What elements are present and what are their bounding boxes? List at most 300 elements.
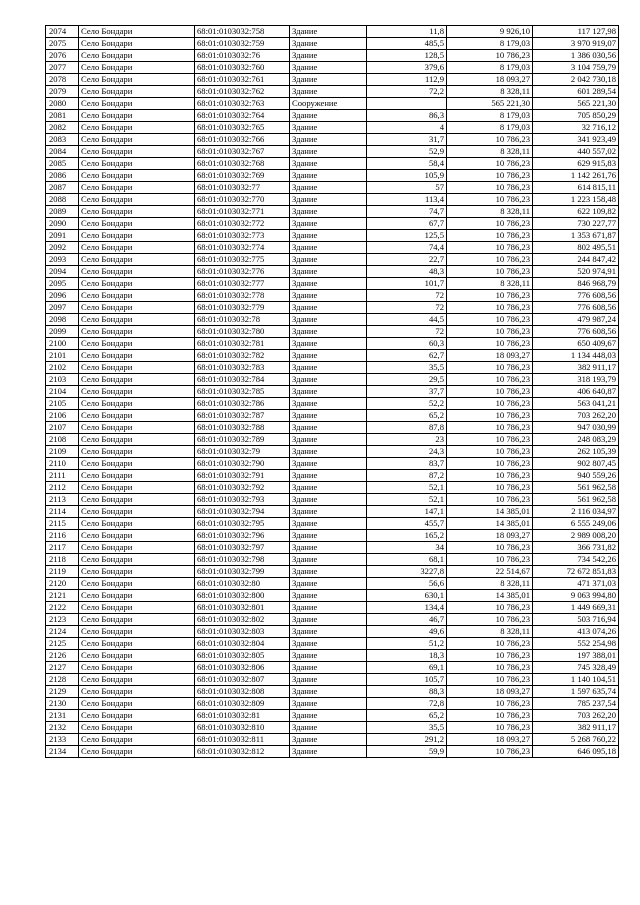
row-number: 2079 bbox=[46, 86, 79, 98]
cadastral-number-cell: 68:01:0103032:799 bbox=[195, 566, 290, 578]
object-type-cell: Здание bbox=[290, 86, 367, 98]
table-row bbox=[46, 650, 619, 662]
locality-cell: Село Бондари bbox=[79, 494, 195, 506]
row-number: 2103 bbox=[46, 374, 79, 386]
area-cell: 22,7 bbox=[367, 254, 447, 266]
cadastral-value-cell: 565 221,30 bbox=[533, 98, 619, 110]
area-cell: 68,1 bbox=[367, 554, 447, 566]
cadastral-number-cell: 68:01:0103032:81 bbox=[195, 710, 290, 722]
cadastral-number-cell: 68:01:0103032:795 bbox=[195, 518, 290, 530]
row-number: 2076 bbox=[46, 50, 79, 62]
table-row bbox=[46, 614, 619, 626]
unit-price-cell: 10 786,23 bbox=[447, 638, 533, 650]
unit-price-cell: 18 093,27 bbox=[447, 734, 533, 746]
table-row bbox=[46, 170, 619, 182]
cadastral-value-cell: 32 716,12 bbox=[533, 122, 619, 134]
table-row bbox=[46, 302, 619, 314]
object-type-cell: Здание bbox=[290, 482, 367, 494]
row-number: 2117 bbox=[46, 542, 79, 554]
row-number: 2092 bbox=[46, 242, 79, 254]
unit-price-cell: 10 786,23 bbox=[447, 722, 533, 734]
object-type-cell: Здание bbox=[290, 578, 367, 590]
table-row bbox=[46, 518, 619, 530]
cadastral-number-cell: 68:01:0103032:774 bbox=[195, 242, 290, 254]
row-number: 2112 bbox=[46, 482, 79, 494]
table-row bbox=[46, 266, 619, 278]
cadastral-value-cell: 646 095,18 bbox=[533, 746, 619, 758]
area-cell: 34 bbox=[367, 542, 447, 554]
unit-price-cell: 10 786,23 bbox=[447, 386, 533, 398]
table-row bbox=[46, 470, 619, 482]
cadastral-number-cell: 68:01:0103032:80 bbox=[195, 578, 290, 590]
cadastral-value-cell: 1 386 030,56 bbox=[533, 50, 619, 62]
cadastral-number-cell: 68:01:0103032:792 bbox=[195, 482, 290, 494]
object-type-cell: Здание bbox=[290, 50, 367, 62]
locality-cell: Село Бондари bbox=[79, 74, 195, 86]
cadastral-number-cell: 68:01:0103032:802 bbox=[195, 614, 290, 626]
locality-cell: Село Бондари bbox=[79, 638, 195, 650]
table-row bbox=[46, 182, 619, 194]
cadastral-number-cell: 68:01:0103032:811 bbox=[195, 734, 290, 746]
object-type-cell: Здание bbox=[290, 254, 367, 266]
row-number: 2110 bbox=[46, 458, 79, 470]
locality-cell: Село Бондари bbox=[79, 170, 195, 182]
area-cell: 83,7 bbox=[367, 458, 447, 470]
row-number: 2130 bbox=[46, 698, 79, 710]
unit-price-cell: 8 328,11 bbox=[447, 626, 533, 638]
cadastral-number-cell: 68:01:0103032:796 bbox=[195, 530, 290, 542]
locality-cell: Село Бондари bbox=[79, 458, 195, 470]
area-cell: 18,3 bbox=[367, 650, 447, 662]
unit-price-cell: 10 786,23 bbox=[447, 446, 533, 458]
table-row bbox=[46, 458, 619, 470]
row-number: 2129 bbox=[46, 686, 79, 698]
cadastral-value-cell: 601 289,54 bbox=[533, 86, 619, 98]
cadastral-value-cell: 1 597 635,74 bbox=[533, 686, 619, 698]
unit-price-cell: 10 786,23 bbox=[447, 230, 533, 242]
unit-price-cell: 10 786,23 bbox=[447, 338, 533, 350]
table-row bbox=[46, 278, 619, 290]
area-cell: 69,1 bbox=[367, 662, 447, 674]
object-type-cell: Здание bbox=[290, 302, 367, 314]
table-row bbox=[46, 158, 619, 170]
locality-cell: Село Бондари bbox=[79, 98, 195, 110]
cadastral-number-cell: 68:01:0103032:760 bbox=[195, 62, 290, 74]
locality-cell: Село Бондари bbox=[79, 674, 195, 686]
row-number: 2086 bbox=[46, 170, 79, 182]
object-type-cell: Здание bbox=[290, 434, 367, 446]
area-cell: 51,2 bbox=[367, 638, 447, 650]
row-number: 2091 bbox=[46, 230, 79, 242]
object-type-cell: Здание bbox=[290, 266, 367, 278]
cadastral-number-cell: 68:01:0103032:771 bbox=[195, 206, 290, 218]
unit-price-cell: 10 786,23 bbox=[447, 398, 533, 410]
row-number: 2093 bbox=[46, 254, 79, 266]
unit-price-cell: 10 786,23 bbox=[447, 458, 533, 470]
unit-price-cell: 18 093,27 bbox=[447, 74, 533, 86]
cadastral-value-cell: 902 807,45 bbox=[533, 458, 619, 470]
locality-cell: Село Бондари bbox=[79, 302, 195, 314]
row-number: 2128 bbox=[46, 674, 79, 686]
locality-cell: Село Бондари bbox=[79, 110, 195, 122]
cadastral-value-cell: 1 223 158,48 bbox=[533, 194, 619, 206]
row-number: 2121 bbox=[46, 590, 79, 602]
unit-price-cell: 10 786,23 bbox=[447, 494, 533, 506]
object-type-cell: Здание bbox=[290, 314, 367, 326]
unit-price-cell: 10 786,23 bbox=[447, 362, 533, 374]
unit-price-cell: 10 786,23 bbox=[447, 374, 533, 386]
cadastral-value-cell: 1 449 669,31 bbox=[533, 602, 619, 614]
row-number: 2084 bbox=[46, 146, 79, 158]
table-row bbox=[46, 530, 619, 542]
cadastral-number-cell: 68:01:0103032:775 bbox=[195, 254, 290, 266]
locality-cell: Село Бондари bbox=[79, 446, 195, 458]
locality-cell: Село Бондари bbox=[79, 194, 195, 206]
locality-cell: Село Бондари bbox=[79, 350, 195, 362]
cadastral-number-cell: 68:01:0103032:782 bbox=[195, 350, 290, 362]
row-number: 2075 bbox=[46, 38, 79, 50]
row-number: 2080 bbox=[46, 98, 79, 110]
table-row bbox=[46, 86, 619, 98]
locality-cell: Село Бондари bbox=[79, 506, 195, 518]
cadastral-table bbox=[45, 25, 619, 758]
locality-cell: Село Бондари bbox=[79, 62, 195, 74]
row-number: 2116 bbox=[46, 530, 79, 542]
row-number: 2087 bbox=[46, 182, 79, 194]
cadastral-value-cell: 3 970 919,07 bbox=[533, 38, 619, 50]
locality-cell: Село Бондари bbox=[79, 626, 195, 638]
unit-price-cell: 10 786,23 bbox=[447, 662, 533, 674]
area-cell: 31,7 bbox=[367, 134, 447, 146]
row-number: 2083 bbox=[46, 134, 79, 146]
object-type-cell: Здание bbox=[290, 374, 367, 386]
cadastral-value-cell: 802 495,51 bbox=[533, 242, 619, 254]
row-number: 2131 bbox=[46, 710, 79, 722]
object-type-cell: Здание bbox=[290, 74, 367, 86]
table-row bbox=[46, 26, 619, 38]
row-number: 2100 bbox=[46, 338, 79, 350]
object-type-cell: Здание bbox=[290, 506, 367, 518]
cadastral-value-cell: 382 911,17 bbox=[533, 722, 619, 734]
unit-price-cell: 18 093,27 bbox=[447, 686, 533, 698]
cadastral-value-cell: 561 962,58 bbox=[533, 494, 619, 506]
row-number: 2124 bbox=[46, 626, 79, 638]
cadastral-value-cell: 248 083,29 bbox=[533, 434, 619, 446]
cadastral-value-cell: 650 409,67 bbox=[533, 338, 619, 350]
locality-cell: Село Бондари bbox=[79, 518, 195, 530]
cadastral-value-cell: 9 063 994,80 bbox=[533, 590, 619, 602]
cadastral-number-cell: 68:01:0103032:794 bbox=[195, 506, 290, 518]
unit-price-cell: 22 514,67 bbox=[447, 566, 533, 578]
area-cell: 87,8 bbox=[367, 422, 447, 434]
locality-cell: Село Бондари bbox=[79, 602, 195, 614]
row-number: 2114 bbox=[46, 506, 79, 518]
cadastral-value-cell: 730 227,77 bbox=[533, 218, 619, 230]
locality-cell: Село Бондари bbox=[79, 710, 195, 722]
cadastral-number-cell: 68:01:0103032:783 bbox=[195, 362, 290, 374]
unit-price-cell: 10 786,23 bbox=[447, 182, 533, 194]
cadastral-number-cell: 68:01:0103032:777 bbox=[195, 278, 290, 290]
table-row bbox=[46, 350, 619, 362]
cadastral-value-cell: 3 104 759,79 bbox=[533, 62, 619, 74]
locality-cell: Село Бондари bbox=[79, 566, 195, 578]
area-cell: 112,9 bbox=[367, 74, 447, 86]
table-row bbox=[46, 434, 619, 446]
cadastral-number-cell: 68:01:0103032:770 bbox=[195, 194, 290, 206]
table-row bbox=[46, 626, 619, 638]
object-type-cell: Здание bbox=[290, 62, 367, 74]
area-cell: 52,1 bbox=[367, 482, 447, 494]
table-row bbox=[46, 446, 619, 458]
object-type-cell: Здание bbox=[290, 698, 367, 710]
row-number: 2101 bbox=[46, 350, 79, 362]
unit-price-cell: 10 786,23 bbox=[447, 314, 533, 326]
area-cell: 35,5 bbox=[367, 362, 447, 374]
cadastral-number-cell: 68:01:0103032:764 bbox=[195, 110, 290, 122]
unit-price-cell: 10 786,23 bbox=[447, 266, 533, 278]
object-type-cell: Здание bbox=[290, 710, 367, 722]
unit-price-cell: 9 926,10 bbox=[447, 26, 533, 38]
unit-price-cell: 10 786,23 bbox=[447, 650, 533, 662]
object-type-cell: Здание bbox=[290, 518, 367, 530]
locality-cell: Село Бондари bbox=[79, 482, 195, 494]
object-type-cell: Здание bbox=[290, 638, 367, 650]
row-number: 2105 bbox=[46, 398, 79, 410]
table-row bbox=[46, 38, 619, 50]
area-cell: 113,4 bbox=[367, 194, 447, 206]
unit-price-cell: 10 786,23 bbox=[447, 254, 533, 266]
locality-cell: Село Бондари bbox=[79, 470, 195, 482]
cadastral-value-cell: 440 557,02 bbox=[533, 146, 619, 158]
cadastral-value-cell: 2 042 730,18 bbox=[533, 74, 619, 86]
unit-price-cell: 14 385,01 bbox=[447, 590, 533, 602]
object-type-cell: Здание bbox=[290, 470, 367, 482]
table-row bbox=[46, 230, 619, 242]
cadastral-number-cell: 68:01:0103032:766 bbox=[195, 134, 290, 146]
cadastral-number-cell: 68:01:0103032:784 bbox=[195, 374, 290, 386]
unit-price-cell: 10 786,23 bbox=[447, 410, 533, 422]
area-cell: 60,3 bbox=[367, 338, 447, 350]
object-type-cell: Здание bbox=[290, 158, 367, 170]
object-type-cell: Здание bbox=[290, 686, 367, 698]
area-cell: 630,1 bbox=[367, 590, 447, 602]
table-row bbox=[46, 194, 619, 206]
cadastral-value-cell: 1 134 448,03 bbox=[533, 350, 619, 362]
object-type-cell: Здание bbox=[290, 242, 367, 254]
area-cell: 101,7 bbox=[367, 278, 447, 290]
cadastral-value-cell: 6 555 249,06 bbox=[533, 518, 619, 530]
object-type-cell: Здание bbox=[290, 290, 367, 302]
cadastral-number-cell: 68:01:0103032:786 bbox=[195, 398, 290, 410]
cadastral-number-cell: 68:01:0103032:776 bbox=[195, 266, 290, 278]
object-type-cell: Здание bbox=[290, 650, 367, 662]
locality-cell: Село Бондари bbox=[79, 146, 195, 158]
unit-price-cell: 10 786,23 bbox=[447, 50, 533, 62]
cadastral-value-cell: 745 328,49 bbox=[533, 662, 619, 674]
cadastral-number-cell: 68:01:0103032:772 bbox=[195, 218, 290, 230]
table-row bbox=[46, 506, 619, 518]
table-row bbox=[46, 662, 619, 674]
cadastral-value-cell: 846 968,79 bbox=[533, 278, 619, 290]
object-type-cell: Здание bbox=[290, 230, 367, 242]
locality-cell: Село Бондари bbox=[79, 122, 195, 134]
locality-cell: Село Бондари bbox=[79, 266, 195, 278]
locality-cell: Село Бондари bbox=[79, 26, 195, 38]
table-row bbox=[46, 590, 619, 602]
object-type-cell: Здание bbox=[290, 746, 367, 758]
area-cell: 52,1 bbox=[367, 494, 447, 506]
row-number: 2118 bbox=[46, 554, 79, 566]
object-type-cell: Здание bbox=[290, 326, 367, 338]
row-number: 2074 bbox=[46, 26, 79, 38]
table-row bbox=[46, 698, 619, 710]
unit-price-cell: 8 328,11 bbox=[447, 146, 533, 158]
row-number: 2098 bbox=[46, 314, 79, 326]
row-number: 2090 bbox=[46, 218, 79, 230]
row-number: 2108 bbox=[46, 434, 79, 446]
object-type-cell: Здание bbox=[290, 590, 367, 602]
row-number: 2109 bbox=[46, 446, 79, 458]
cadastral-number-cell: 68:01:0103032:78 bbox=[195, 314, 290, 326]
table-row bbox=[46, 362, 619, 374]
table-row bbox=[46, 734, 619, 746]
row-number: 2132 bbox=[46, 722, 79, 734]
cadastral-number-cell: 68:01:0103032:807 bbox=[195, 674, 290, 686]
locality-cell: Село Бондари bbox=[79, 542, 195, 554]
area-cell: 56,6 bbox=[367, 578, 447, 590]
cadastral-number-cell: 68:01:0103032:791 bbox=[195, 470, 290, 482]
unit-price-cell: 10 786,23 bbox=[447, 746, 533, 758]
cadastral-number-cell: 68:01:0103032:79 bbox=[195, 446, 290, 458]
locality-cell: Село Бондари bbox=[79, 686, 195, 698]
area-cell: 165,2 bbox=[367, 530, 447, 542]
object-type-cell: Здание bbox=[290, 662, 367, 674]
area-cell: 72,2 bbox=[367, 86, 447, 98]
row-number: 2127 bbox=[46, 662, 79, 674]
row-number: 2123 bbox=[46, 614, 79, 626]
unit-price-cell: 10 786,23 bbox=[447, 674, 533, 686]
cadastral-value-cell: 785 237,54 bbox=[533, 698, 619, 710]
unit-price-cell: 8 179,03 bbox=[447, 110, 533, 122]
table-row bbox=[46, 686, 619, 698]
area-cell: 87,2 bbox=[367, 470, 447, 482]
unit-price-cell: 14 385,01 bbox=[447, 506, 533, 518]
table-row bbox=[46, 398, 619, 410]
area-cell: 134,4 bbox=[367, 602, 447, 614]
cadastral-value-cell: 776 608,56 bbox=[533, 326, 619, 338]
area-cell: 48,3 bbox=[367, 266, 447, 278]
locality-cell: Село Бондари bbox=[79, 650, 195, 662]
cadastral-number-cell: 68:01:0103032:767 bbox=[195, 146, 290, 158]
unit-price-cell: 10 786,23 bbox=[447, 134, 533, 146]
cadastral-number-cell: 68:01:0103032:809 bbox=[195, 698, 290, 710]
table-row bbox=[46, 578, 619, 590]
locality-cell: Село Бондари bbox=[79, 722, 195, 734]
cadastral-number-cell: 68:01:0103032:805 bbox=[195, 650, 290, 662]
cadastral-value-cell: 318 193,79 bbox=[533, 374, 619, 386]
unit-price-cell: 10 786,23 bbox=[447, 242, 533, 254]
area-cell: 74,4 bbox=[367, 242, 447, 254]
cadastral-number-cell: 68:01:0103032:758 bbox=[195, 26, 290, 38]
object-type-cell: Здание bbox=[290, 206, 367, 218]
area-cell: 105,7 bbox=[367, 674, 447, 686]
locality-cell: Село Бондари bbox=[79, 734, 195, 746]
cadastral-value-cell: 705 850,29 bbox=[533, 110, 619, 122]
object-type-cell: Здание bbox=[290, 134, 367, 146]
cadastral-value-cell: 563 041,21 bbox=[533, 398, 619, 410]
object-type-cell: Здание bbox=[290, 530, 367, 542]
cadastral-value-cell: 1 142 261,76 bbox=[533, 170, 619, 182]
area-cell: 52,2 bbox=[367, 398, 447, 410]
cadastral-value-cell: 629 915,83 bbox=[533, 158, 619, 170]
object-type-cell: Здание bbox=[290, 422, 367, 434]
table-row bbox=[46, 386, 619, 398]
row-number: 2107 bbox=[46, 422, 79, 434]
unit-price-cell: 10 786,23 bbox=[447, 482, 533, 494]
area-cell: 65,2 bbox=[367, 710, 447, 722]
unit-price-cell: 565 221,30 bbox=[447, 98, 533, 110]
locality-cell: Село Бондари bbox=[79, 86, 195, 98]
unit-price-cell: 10 786,23 bbox=[447, 194, 533, 206]
cadastral-value-cell: 117 127,98 bbox=[533, 26, 619, 38]
row-number: 2085 bbox=[46, 158, 79, 170]
cadastral-number-cell: 68:01:0103032:768 bbox=[195, 158, 290, 170]
row-number: 2081 bbox=[46, 110, 79, 122]
object-type-cell: Здание bbox=[290, 122, 367, 134]
locality-cell: Село Бондари bbox=[79, 134, 195, 146]
area-cell: 62,7 bbox=[367, 350, 447, 362]
cadastral-number-cell: 68:01:0103032:801 bbox=[195, 602, 290, 614]
unit-price-cell: 10 786,23 bbox=[447, 422, 533, 434]
locality-cell: Село Бондари bbox=[79, 242, 195, 254]
object-type-cell: Здание bbox=[290, 170, 367, 182]
area-cell: 4 bbox=[367, 122, 447, 134]
cadastral-value-cell: 614 815,11 bbox=[533, 182, 619, 194]
cadastral-value-cell: 947 030,99 bbox=[533, 422, 619, 434]
locality-cell: Село Бондари bbox=[79, 530, 195, 542]
area-cell: 65,2 bbox=[367, 410, 447, 422]
locality-cell: Село Бондари bbox=[79, 590, 195, 602]
area-cell: 35,5 bbox=[367, 722, 447, 734]
cadastral-value-cell: 5 268 760,22 bbox=[533, 734, 619, 746]
row-number: 2096 bbox=[46, 290, 79, 302]
table-row bbox=[46, 314, 619, 326]
area-cell: 455,7 bbox=[367, 518, 447, 530]
cadastral-value-cell: 413 074,26 bbox=[533, 626, 619, 638]
area-cell: 105,9 bbox=[367, 170, 447, 182]
cadastral-number-cell: 68:01:0103032:808 bbox=[195, 686, 290, 698]
table-row bbox=[46, 122, 619, 134]
row-number: 2113 bbox=[46, 494, 79, 506]
unit-price-cell: 10 786,23 bbox=[447, 290, 533, 302]
unit-price-cell: 10 786,23 bbox=[447, 170, 533, 182]
table-row bbox=[46, 146, 619, 158]
row-number: 2120 bbox=[46, 578, 79, 590]
locality-cell: Село Бондари bbox=[79, 554, 195, 566]
locality-cell: Село Бондари bbox=[79, 38, 195, 50]
cadastral-value-cell: 197 388,01 bbox=[533, 650, 619, 662]
object-type-cell: Здание bbox=[290, 110, 367, 122]
table-row bbox=[46, 98, 619, 110]
area-cell: 37,7 bbox=[367, 386, 447, 398]
cadastral-number-cell: 68:01:0103032:761 bbox=[195, 74, 290, 86]
unit-price-cell: 10 786,23 bbox=[447, 218, 533, 230]
unit-price-cell: 10 786,23 bbox=[447, 554, 533, 566]
object-type-cell: Здание bbox=[290, 218, 367, 230]
cadastral-value-cell: 2 116 034,97 bbox=[533, 506, 619, 518]
object-type-cell: Здание bbox=[290, 542, 367, 554]
row-number: 2125 bbox=[46, 638, 79, 650]
